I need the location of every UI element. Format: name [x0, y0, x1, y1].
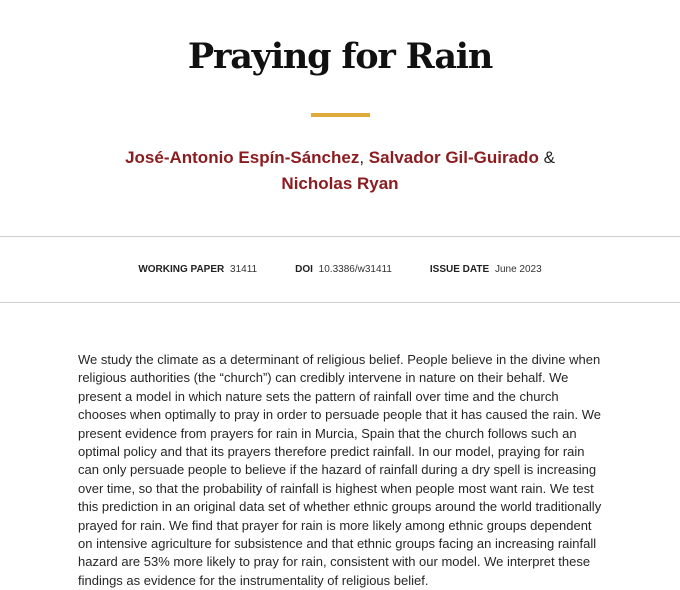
author-link-espin-sanchez[interactable]: José-Antonio Espín-Sánchez [125, 148, 360, 167]
author-separator-comma: , [359, 148, 365, 167]
title-accent-divider [311, 113, 370, 117]
meta-top-divider [0, 236, 680, 237]
working-paper-value: 31411 [230, 264, 258, 275]
working-paper-label: WORKING PAPER [138, 264, 225, 275]
author-separator-ampersand: & [543, 148, 555, 167]
working-paper-number [138, 263, 257, 277]
author-list [60, 145, 620, 197]
paper-metadata-bar [0, 263, 680, 277]
author-link-gil-guirado[interactable]: Salvador Gil-Guirado [368, 148, 539, 167]
doi-label: DOI [295, 264, 313, 275]
meta-bottom-divider [0, 302, 680, 303]
doi-value[interactable]: 10.3386/w31411 [318, 264, 392, 275]
issue-date-value: June 2023 [494, 264, 542, 275]
issue-date [430, 263, 542, 277]
doi [295, 263, 392, 277]
issue-date-label: ISSUE DATE [429, 264, 490, 275]
author-link-ryan[interactable]: Nicholas Ryan [281, 174, 399, 193]
paper-title: Praying for Rain [187, 36, 493, 77]
abstract-text: We study the climate as a determinant of religious belief. People believe in the divine when religious authorities (the “church”) can credibly intervene in nature on their behalf. We present a model in which nature sets the pattern of rainfall over time and the church chooses when optimally to pray in order to persuade people that it has caused the rain. We present evidence from prayers for rain in Murcia, Spain that the church follows such an optimal policy and that its prayers therefore predict rainfall. In our model, praying for rain can only persuade people to believe if the hazard of rainfall during a dry spell is increasing over time, so that the probability of rainfall is highest when people most want rain. We test this prediction in an original data set of whether ethnic groups around the world traditionally prayed for rain. We find that prayer for rain is more likely among ethnic groups dependent on intensive agriculture for subsistence and that ethnic groups facing an increasing rainfall hazard are 53% more likely to pray for rain, consistent with our model. We interpret these findings as evidence for the instrumentality of religious belief. [78, 352, 602, 588]
